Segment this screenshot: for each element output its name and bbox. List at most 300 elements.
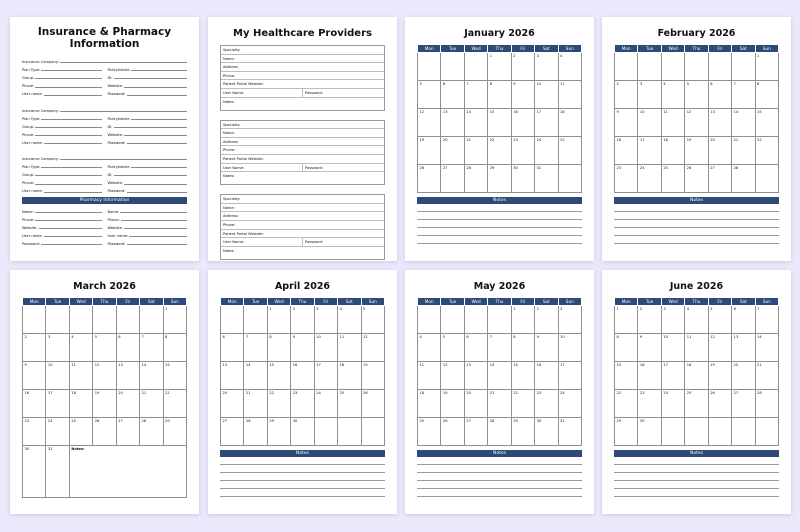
- field-line[interactable]: [120, 212, 187, 213]
- day-cell[interactable]: 16: [291, 362, 314, 390]
- day-cell[interactable]: 14: [755, 334, 778, 362]
- day-cell[interactable]: [441, 53, 464, 81]
- day-cell[interactable]: [361, 418, 384, 446]
- day-cell[interactable]: 16: [638, 362, 661, 390]
- field-line[interactable]: [60, 159, 187, 160]
- day-cell[interactable]: 13: [441, 109, 464, 137]
- day-cell[interactable]: 9: [638, 334, 661, 362]
- day-cell[interactable]: 28: [755, 390, 778, 418]
- field-line[interactable]: [127, 244, 188, 245]
- day-cell[interactable]: 26: [441, 418, 464, 446]
- day-cell[interactable]: 24: [661, 390, 684, 418]
- day-cell[interactable]: 21: [732, 137, 755, 165]
- day-cell[interactable]: 21: [755, 362, 778, 390]
- note-line[interactable]: [417, 473, 582, 481]
- day-cell[interactable]: [755, 165, 778, 193]
- day-cell[interactable]: 4: [558, 53, 581, 81]
- day-cell[interactable]: 1: [615, 306, 638, 334]
- day-cell[interactable]: 10: [661, 334, 684, 362]
- day-cell[interactable]: 14: [140, 362, 163, 390]
- note-line[interactable]: [220, 481, 385, 489]
- day-cell[interactable]: 4: [418, 334, 441, 362]
- provider-field-notes[interactable]: [221, 98, 384, 110]
- field-line[interactable]: [44, 192, 102, 193]
- day-cell[interactable]: 27: [732, 390, 755, 418]
- day-cell[interactable]: 10: [558, 334, 581, 362]
- day-cell[interactable]: 25: [338, 390, 361, 418]
- field-line[interactable]: [35, 87, 101, 88]
- day-cell[interactable]: 23: [535, 390, 558, 418]
- day-cell[interactable]: 2: [535, 306, 558, 334]
- day-cell[interactable]: 19: [441, 390, 464, 418]
- note-line[interactable]: [614, 489, 779, 497]
- field-line[interactable]: [114, 78, 187, 79]
- day-cell[interactable]: 15: [488, 109, 511, 137]
- note-line[interactable]: [220, 457, 385, 465]
- day-cell[interactable]: 26: [361, 390, 384, 418]
- day-cell[interactable]: [708, 418, 731, 446]
- day-cell[interactable]: 5: [441, 334, 464, 362]
- day-cell[interactable]: 6: [732, 306, 755, 334]
- field-line[interactable]: [41, 119, 101, 120]
- field-line[interactable]: [124, 184, 187, 185]
- day-cell[interactable]: 21: [244, 390, 267, 418]
- provider-field-specialty[interactable]: [221, 46, 384, 55]
- day-cell[interactable]: 22: [267, 390, 290, 418]
- day-cell[interactable]: 20: [116, 390, 139, 418]
- day-cell[interactable]: 11: [558, 81, 581, 109]
- day-cell[interactable]: [418, 53, 441, 81]
- note-line[interactable]: [614, 220, 779, 228]
- day-cell[interactable]: [221, 306, 244, 334]
- weekday-label: Mon: [615, 298, 638, 306]
- field-line[interactable]: [114, 175, 187, 176]
- note-line[interactable]: [614, 473, 779, 481]
- provider-field-specialty[interactable]: [221, 121, 384, 130]
- day-cell[interactable]: 18: [558, 109, 581, 137]
- day-cell[interactable]: 16: [535, 362, 558, 390]
- field-line[interactable]: [35, 127, 101, 128]
- day-cell[interactable]: 27: [441, 165, 464, 193]
- day-cell[interactable]: [140, 306, 163, 334]
- day-cell[interactable]: 8: [267, 334, 290, 362]
- note-line[interactable]: [417, 204, 582, 212]
- day-cell[interactable]: 1: [267, 306, 290, 334]
- day-cell[interactable]: [685, 418, 708, 446]
- day-cell[interactable]: 30: [511, 165, 534, 193]
- day-cell[interactable]: 14: [732, 109, 755, 137]
- provider-field-phone[interactable]: [221, 72, 384, 81]
- day-cell[interactable]: 13: [732, 334, 755, 362]
- field-line[interactable]: [39, 228, 102, 229]
- field-line[interactable]: [44, 143, 102, 144]
- day-cell[interactable]: 25: [418, 418, 441, 446]
- field-line[interactable]: [35, 78, 101, 79]
- field-line[interactable]: [131, 119, 187, 120]
- day-cell[interactable]: 31: [558, 418, 581, 446]
- day-cell[interactable]: 3: [46, 334, 69, 362]
- day-cell[interactable]: 1: [511, 306, 534, 334]
- day-cell[interactable]: 11: [69, 362, 92, 390]
- day-cell[interactable]: 11: [685, 334, 708, 362]
- day-cell[interactable]: 17: [46, 390, 69, 418]
- day-cell[interactable]: 15: [511, 362, 534, 390]
- note-line[interactable]: [417, 228, 582, 236]
- day-cell[interactable]: 18: [685, 362, 708, 390]
- day-cell[interactable]: 21: [140, 390, 163, 418]
- day-cell[interactable]: [638, 53, 661, 81]
- field-line[interactable]: [35, 184, 101, 185]
- field-line[interactable]: [131, 167, 187, 168]
- day-cell[interactable]: 25: [69, 418, 92, 446]
- day-cell[interactable]: 6: [116, 334, 139, 362]
- field-line[interactable]: [35, 212, 102, 213]
- day-cell[interactable]: 21: [488, 390, 511, 418]
- day-cell[interactable]: 19: [93, 390, 116, 418]
- day-cell[interactable]: 19: [708, 362, 731, 390]
- day-cell[interactable]: 22: [755, 137, 778, 165]
- day-cell[interactable]: 10: [46, 362, 69, 390]
- day-cell[interactable]: 18: [69, 390, 92, 418]
- note-line[interactable]: [614, 457, 779, 465]
- day-cell[interactable]: 17: [535, 109, 558, 137]
- day-cell[interactable]: 16: [23, 390, 46, 418]
- day-cell[interactable]: 2: [23, 334, 46, 362]
- day-cell[interactable]: 7: [464, 81, 487, 109]
- day-cell[interactable]: 14: [464, 109, 487, 137]
- day-cell[interactable]: 14: [244, 362, 267, 390]
- day-cell[interactable]: [685, 53, 708, 81]
- day-cell[interactable]: 1: [163, 306, 186, 334]
- day-cell[interactable]: 4: [338, 306, 361, 334]
- day-cell[interactable]: 4: [685, 306, 708, 334]
- provider-field-phone[interactable]: [221, 221, 384, 230]
- day-cell[interactable]: [488, 306, 511, 334]
- day-cell[interactable]: 23: [23, 418, 46, 446]
- field-line[interactable]: [129, 236, 187, 237]
- provider-field-password[interactable]: Password:: [302, 89, 384, 97]
- day-cell[interactable]: [615, 53, 638, 81]
- day-cell[interactable]: 22: [163, 390, 186, 418]
- day-cell[interactable]: 18: [338, 362, 361, 390]
- field-line[interactable]: [35, 220, 101, 221]
- day-cell[interactable]: 5: [93, 334, 116, 362]
- day-cell[interactable]: [338, 418, 361, 446]
- day-cell[interactable]: [464, 53, 487, 81]
- field-line[interactable]: [44, 236, 102, 237]
- day-cell[interactable]: 17: [558, 362, 581, 390]
- day-cell[interactable]: 19: [685, 137, 708, 165]
- day-cell[interactable]: [464, 306, 487, 334]
- day-cell[interactable]: 12: [708, 334, 731, 362]
- day-cell[interactable]: 8: [163, 334, 186, 362]
- day-cell[interactable]: 3: [535, 53, 558, 81]
- day-cell[interactable]: 7: [755, 306, 778, 334]
- day-cell[interactable]: 26: [93, 418, 116, 446]
- day-cell[interactable]: 20: [441, 137, 464, 165]
- day-cell[interactable]: 23: [291, 390, 314, 418]
- day-cell[interactable]: 25: [685, 390, 708, 418]
- provider-field-password[interactable]: Password:: [302, 164, 384, 172]
- day-cell[interactable]: 12: [93, 362, 116, 390]
- day-cell[interactable]: 15: [267, 362, 290, 390]
- day-cell[interactable]: 3: [314, 306, 337, 334]
- note-line[interactable]: [220, 473, 385, 481]
- day-cell[interactable]: 6: [221, 334, 244, 362]
- field-line[interactable]: [35, 175, 101, 176]
- day-cell[interactable]: 2: [638, 306, 661, 334]
- day-cell[interactable]: 15: [163, 362, 186, 390]
- day-cell[interactable]: 2: [511, 53, 534, 81]
- day-cell[interactable]: 29: [511, 418, 534, 446]
- day-cell[interactable]: [93, 306, 116, 334]
- provider-field-name[interactable]: [221, 129, 384, 138]
- day-cell[interactable]: 9: [291, 334, 314, 362]
- day-cell[interactable]: 26: [418, 165, 441, 193]
- day-cell[interactable]: 31: [46, 446, 69, 498]
- day-cell[interactable]: 20: [221, 390, 244, 418]
- day-cell[interactable]: 9: [511, 81, 534, 109]
- day-cell[interactable]: 20: [464, 390, 487, 418]
- day-cell[interactable]: [661, 53, 684, 81]
- day-cell[interactable]: 10: [314, 334, 337, 362]
- day-cell[interactable]: 18: [661, 137, 684, 165]
- day-cell[interactable]: 9: [535, 334, 558, 362]
- day-cell[interactable]: 29: [615, 418, 638, 446]
- day-cell[interactable]: [732, 418, 755, 446]
- provider-field-notes[interactable]: [221, 247, 384, 259]
- day-cell[interactable]: [69, 306, 92, 334]
- day-cell[interactable]: 6: [441, 81, 464, 109]
- provider-field-phone[interactable]: [221, 146, 384, 155]
- day-cell[interactable]: [558, 165, 581, 193]
- day-cell[interactable]: 1: [488, 53, 511, 81]
- day-cell[interactable]: 29: [163, 418, 186, 446]
- day-cell[interactable]: 8: [755, 81, 778, 109]
- note-line[interactable]: [220, 489, 385, 497]
- day-cell[interactable]: 17: [638, 137, 661, 165]
- day-cell[interactable]: [708, 53, 731, 81]
- field-line[interactable]: [124, 87, 187, 88]
- day-cell[interactable]: 3: [661, 306, 684, 334]
- day-cell[interactable]: [314, 418, 337, 446]
- field-line[interactable]: [127, 143, 188, 144]
- note-line[interactable]: [614, 212, 779, 220]
- day-cell[interactable]: 27: [464, 418, 487, 446]
- provider-field-name[interactable]: [221, 204, 384, 213]
- day-cell[interactable]: 23: [638, 390, 661, 418]
- day-cell[interactable]: 27: [708, 165, 731, 193]
- day-cell[interactable]: 22: [615, 390, 638, 418]
- note-line[interactable]: [220, 465, 385, 473]
- day-cell[interactable]: 5: [418, 81, 441, 109]
- day-cell[interactable]: 11: [338, 334, 361, 362]
- day-cell[interactable]: 26: [708, 390, 731, 418]
- day-cell[interactable]: 5: [361, 306, 384, 334]
- field-line[interactable]: [35, 135, 101, 136]
- note-line[interactable]: [417, 489, 582, 497]
- day-cell[interactable]: 5: [708, 306, 731, 334]
- day-cell[interactable]: 30: [535, 418, 558, 446]
- notes-cell[interactable]: Notes:: [69, 446, 186, 498]
- day-cell[interactable]: 30: [291, 418, 314, 446]
- day-cell[interactable]: [418, 306, 441, 334]
- field-line[interactable]: [114, 127, 187, 128]
- note-line[interactable]: [614, 481, 779, 489]
- day-cell[interactable]: [732, 53, 755, 81]
- day-cell[interactable]: 7: [732, 81, 755, 109]
- field-line[interactable]: [121, 220, 187, 221]
- day-cell[interactable]: 24: [638, 165, 661, 193]
- day-cell[interactable]: 2: [291, 306, 314, 334]
- day-cell[interactable]: 12: [361, 334, 384, 362]
- day-cell[interactable]: 28: [732, 165, 755, 193]
- day-cell[interactable]: 17: [314, 362, 337, 390]
- day-cell[interactable]: 28: [488, 418, 511, 446]
- day-cell[interactable]: 5: [685, 81, 708, 109]
- day-cell[interactable]: 10: [638, 109, 661, 137]
- provider-field-address[interactable]: [221, 63, 384, 72]
- day-cell[interactable]: 10: [535, 81, 558, 109]
- day-cell[interactable]: 27: [116, 418, 139, 446]
- note-line[interactable]: [417, 481, 582, 489]
- day-cell[interactable]: 24: [46, 418, 69, 446]
- day-cell[interactable]: 6: [708, 81, 731, 109]
- day-cell[interactable]: 4: [69, 334, 92, 362]
- field-line[interactable]: [127, 95, 188, 96]
- day-cell[interactable]: 9: [615, 109, 638, 137]
- day-cell[interactable]: 8: [488, 81, 511, 109]
- day-cell[interactable]: 30: [638, 418, 661, 446]
- day-cell[interactable]: 20: [732, 362, 755, 390]
- day-cell[interactable]: 14: [488, 362, 511, 390]
- day-cell[interactable]: 12: [418, 109, 441, 137]
- day-cell[interactable]: 15: [755, 109, 778, 137]
- day-cell[interactable]: [244, 306, 267, 334]
- day-cell[interactable]: 18: [418, 390, 441, 418]
- day-cell[interactable]: 11: [661, 109, 684, 137]
- day-cell[interactable]: 7: [488, 334, 511, 362]
- day-cell[interactable]: 12: [685, 109, 708, 137]
- day-cell[interactable]: [661, 418, 684, 446]
- day-cell[interactable]: 28: [244, 418, 267, 446]
- day-cell[interactable]: [46, 306, 69, 334]
- day-cell[interactable]: 21: [464, 137, 487, 165]
- provider-field-specialty[interactable]: [221, 195, 384, 204]
- provider-field-address[interactable]: [221, 212, 384, 221]
- provider-field-username[interactable]: User Name:: [223, 90, 245, 95]
- day-cell[interactable]: [23, 306, 46, 334]
- field-line[interactable]: [127, 192, 188, 193]
- day-cell[interactable]: 24: [314, 390, 337, 418]
- field-line[interactable]: [124, 135, 187, 136]
- day-cell[interactable]: 28: [464, 165, 487, 193]
- provider-field-portal[interactable]: [221, 155, 384, 164]
- day-cell[interactable]: 15: [615, 362, 638, 390]
- day-cell[interactable]: 8: [615, 334, 638, 362]
- note-line[interactable]: [417, 236, 582, 244]
- day-cell[interactable]: 29: [488, 165, 511, 193]
- field-line[interactable]: [124, 228, 187, 229]
- note-line[interactable]: [417, 212, 582, 220]
- provider-field-portal[interactable]: [221, 80, 384, 89]
- day-cell[interactable]: 29: [267, 418, 290, 446]
- day-cell[interactable]: 28: [140, 418, 163, 446]
- field-line[interactable]: [41, 167, 101, 168]
- day-cell[interactable]: 31: [535, 165, 558, 193]
- day-cell[interactable]: 24: [535, 137, 558, 165]
- day-cell[interactable]: 17: [661, 362, 684, 390]
- provider-field-address[interactable]: [221, 138, 384, 147]
- day-cell[interactable]: [116, 306, 139, 334]
- note-line[interactable]: [614, 465, 779, 473]
- day-cell[interactable]: 22: [511, 390, 534, 418]
- day-cell[interactable]: 2: [615, 81, 638, 109]
- day-cell[interactable]: 27: [221, 418, 244, 446]
- note-line[interactable]: [614, 236, 779, 244]
- note-line[interactable]: [417, 465, 582, 473]
- day-cell[interactable]: 11: [418, 362, 441, 390]
- day-cell[interactable]: 24: [558, 390, 581, 418]
- field-line[interactable]: [44, 95, 102, 96]
- field-line[interactable]: [60, 111, 187, 112]
- field-line[interactable]: [131, 70, 187, 71]
- provider-field-notes[interactable]: [221, 172, 384, 184]
- day-cell[interactable]: 16: [511, 109, 534, 137]
- day-cell[interactable]: 25: [558, 137, 581, 165]
- day-cell[interactable]: 19: [418, 137, 441, 165]
- day-cell[interactable]: 19: [361, 362, 384, 390]
- day-cell[interactable]: 23: [511, 137, 534, 165]
- day-cell[interactable]: 4: [661, 81, 684, 109]
- field-line[interactable]: [41, 70, 101, 71]
- day-cell[interactable]: 26: [685, 165, 708, 193]
- provider-field-password[interactable]: Password:: [302, 238, 384, 246]
- day-cell[interactable]: 13: [464, 362, 487, 390]
- day-cell[interactable]: 9: [23, 362, 46, 390]
- day-cell[interactable]: 3: [558, 306, 581, 334]
- note-line[interactable]: [614, 228, 779, 236]
- note-line[interactable]: [614, 204, 779, 212]
- note-line[interactable]: [417, 220, 582, 228]
- day-cell[interactable]: 6: [464, 334, 487, 362]
- day-cell[interactable]: 7: [244, 334, 267, 362]
- day-cell[interactable]: 8: [511, 334, 534, 362]
- day-cell[interactable]: 22: [488, 137, 511, 165]
- day-cell[interactable]: 16: [615, 137, 638, 165]
- field-line[interactable]: [60, 62, 187, 63]
- day-cell[interactable]: 1: [755, 53, 778, 81]
- day-cell[interactable]: 23: [615, 165, 638, 193]
- day-cell[interactable]: 13: [221, 362, 244, 390]
- day-cell[interactable]: 12: [441, 362, 464, 390]
- day-cell[interactable]: 25: [661, 165, 684, 193]
- note-line[interactable]: [417, 457, 582, 465]
- field-line[interactable]: [41, 244, 102, 245]
- provider-field-username[interactable]: User Name:: [223, 165, 245, 170]
- day-cell[interactable]: 13: [708, 109, 731, 137]
- day-cell[interactable]: [441, 306, 464, 334]
- provider-field-name[interactable]: [221, 55, 384, 64]
- day-cell[interactable]: 20: [708, 137, 731, 165]
- provider-field-username[interactable]: User Name:: [223, 240, 245, 245]
- day-cell[interactable]: 3: [638, 81, 661, 109]
- day-cell[interactable]: [755, 418, 778, 446]
- day-cell[interactable]: 13: [116, 362, 139, 390]
- provider-field-portal[interactable]: [221, 230, 384, 239]
- day-cell[interactable]: 30: [23, 446, 46, 498]
- day-cell[interactable]: 7: [140, 334, 163, 362]
